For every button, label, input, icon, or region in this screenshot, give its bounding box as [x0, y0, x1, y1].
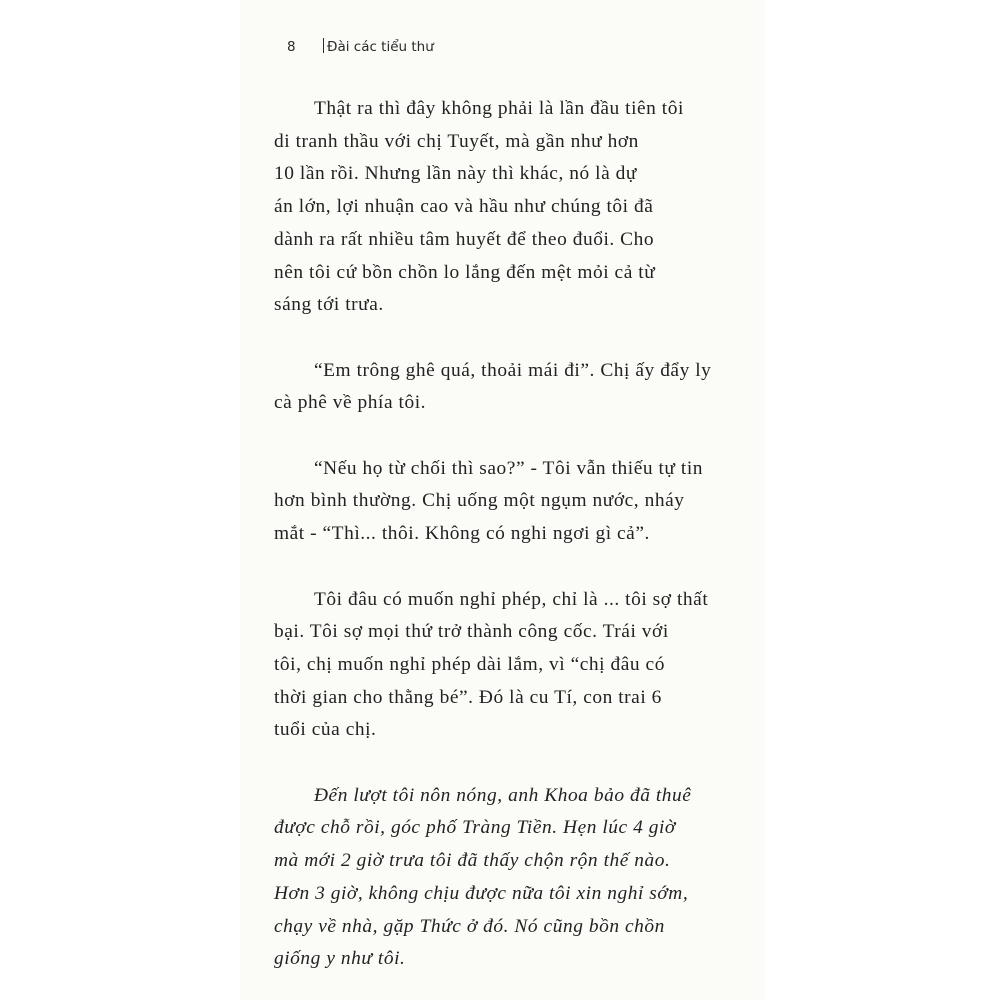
chapter-title: Đài các tiểu thư	[327, 39, 434, 55]
body-text	[274, 93, 764, 1000]
header-divider	[323, 38, 324, 53]
running-header	[287, 38, 434, 55]
paragraph-1: Thật ra thì đây không phải là lần đầu tiên tôi di tranh thầu với chị Tuyết, mà gần như hơn 10 lần rồi. Nhưng lần này thì khác, nó là dự án lớn, lợi nhuận cao và hầu như chúng tôi đã dành ra rất nhiều tâm huyết để theo đuổi. Cho nên tôi cứ bồn chồn lo lắng đến mệt mỏi cả từ sáng tới trưa.	[274, 98, 684, 316]
paragraph-4: Tôi đâu có muốn nghỉ phép, chỉ là ... tôi sợ thất bại. Tôi sợ mọi thứ trở thành công cốc. Trái với tôi, chị muốn nghỉ phép dài lắm, vì “chị đâu có thời gian cho thằng bé”. Đó là cu Tí, con trai 6 tuổi của chị.	[274, 588, 709, 741]
paragraph-3: “Nếu họ từ chối thì sao?” - Tôi vẫn thiếu tự tin hơn bình thường. Chị uống một ngụm nước, nháy mắt - “Thì... thôi. Không có nghi ngơi gì cả”.	[274, 457, 704, 545]
page-number: 8	[287, 39, 296, 55]
paragraph-5-italic: Đến lượt tôi nôn nóng, anh Khoa bảo đã thuê được chỗ rồi, góc phố Tràng Tiền. Hẹn lúc 4 giờ mà mới 2 giờ trưa tôi đã thấy chộn rộn thế nào. Hơn 3 giờ, không chịu được nữa tôi xin nghỉ sớm, chạy về nhà, gặp Thức ở đó. Nó cũng bồn chồn giống y như tôi.	[274, 784, 692, 970]
paragraph-2: “Em trông ghê quá, thoải mái đi”. Chị ấy đẩy ly cà phê về phía tôi.	[274, 359, 712, 414]
